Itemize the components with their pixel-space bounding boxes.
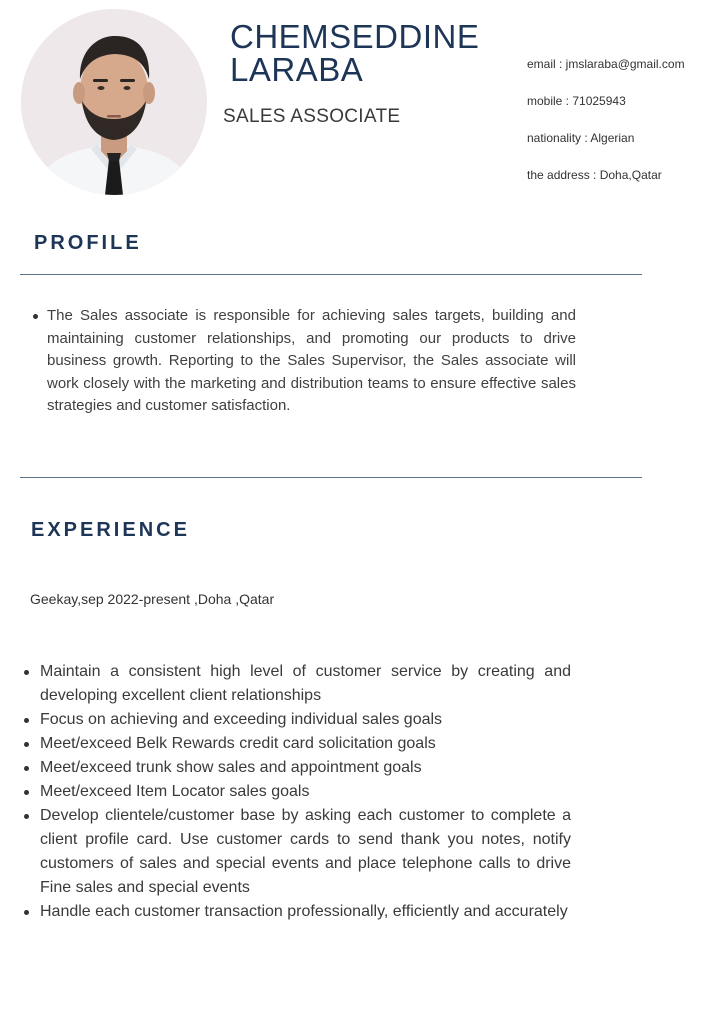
profile-list: [47, 305, 576, 418]
profile-divider: [20, 274, 642, 275]
duty-item: Focus on achieving and exceeding individual sales goals: [40, 708, 571, 732]
job-title: SALES ASSOCIATE: [223, 106, 401, 127]
portrait-illustration: [21, 9, 207, 195]
contact-info: [527, 55, 719, 203]
candidate-name: [230, 20, 520, 86]
contact-email: email : jmslaraba@gmail.com: [527, 57, 685, 71]
experience-heading: EXPERIENCE: [31, 519, 190, 541]
first-name: CHEMSEDDINE: [230, 18, 480, 55]
profile-heading: PROFILE: [34, 232, 142, 254]
duty-item: Develop clientele/customer base by asking each customer to complete a client profile card. Use customer cards to send thank you notes, notify customers of sales and special events and place telephone calls to drive Fine sales and special events: [40, 804, 571, 900]
duty-item: Meet/exceed Item Locator sales goals: [40, 780, 571, 804]
duty-item: Meet/exceed trunk show sales and appointment goals: [40, 756, 571, 780]
profile-photo: [21, 9, 207, 195]
profile-item: The Sales associate is responsible for achieving sales targets, building and maintaining customer relationships, and promoting our products to drive business growth. Reporting to the Sales Supervisor, the Sales associate will work closely with the marketing and distribution teams to ensure effective sales strategies and customer satisfaction.: [47, 305, 576, 418]
contact-nationality: nationality : Algerian: [527, 131, 635, 145]
job-entry: Geekay,sep 2022-present ,Doha ,Qatar: [30, 591, 275, 607]
contact-mobile: mobile : 71025943: [527, 94, 626, 108]
section-divider: [20, 477, 642, 478]
duty-item: Maintain a consistent high level of customer service by creating and developing excellent client relationships: [40, 660, 571, 708]
duty-item: Handle each customer transaction professionally, efficiently and accurately: [40, 900, 571, 924]
duty-item: Meet/exceed Belk Rewards credit card solicitation goals: [40, 732, 571, 756]
contact-address: the address : Doha,Qatar: [527, 168, 662, 182]
experience-duties-list: [40, 660, 571, 924]
last-name: LARABA: [230, 51, 364, 88]
